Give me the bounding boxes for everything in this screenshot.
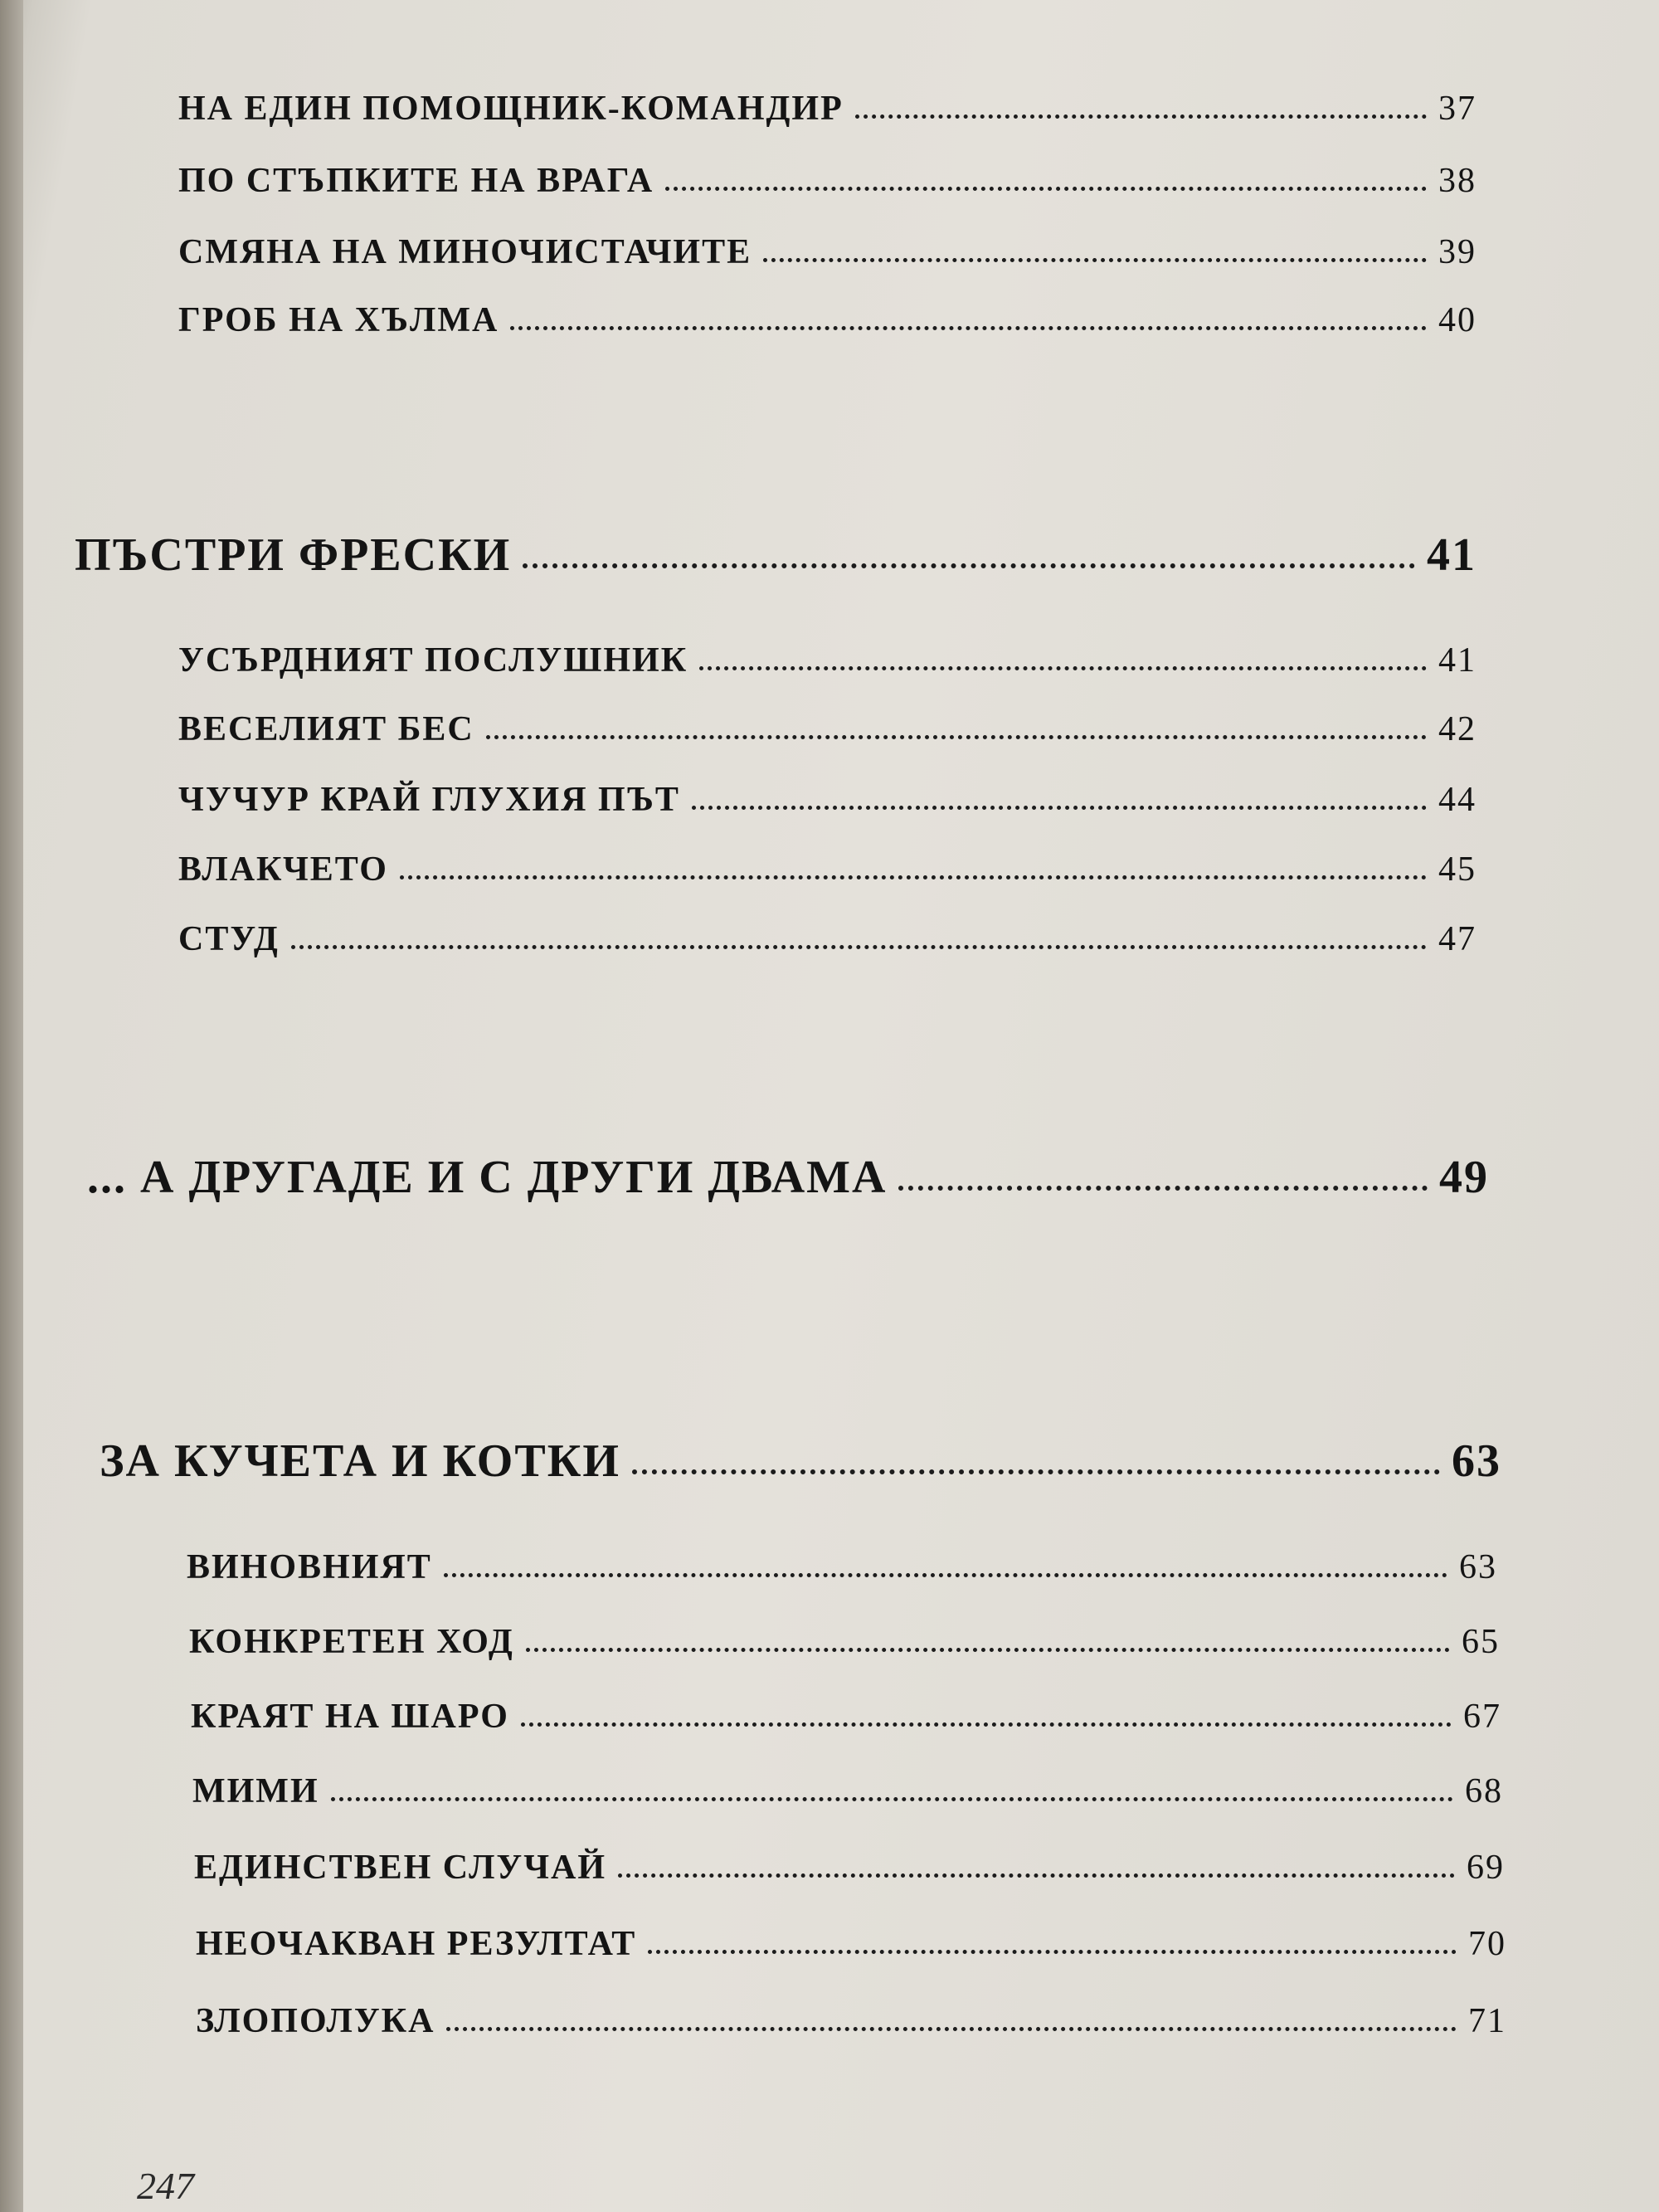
toc-entry-title: МИМИ xyxy=(192,1772,319,1810)
toc-entry[interactable] xyxy=(196,1914,1506,1964)
toc-section-title: ... А ДРУГАДЕ И С ДРУГИ ДВАМА xyxy=(87,1152,888,1203)
toc-entry[interactable] xyxy=(178,79,1477,129)
toc-entry-title: ВЕСЕЛИЯТ БЕС xyxy=(178,710,474,748)
toc-entry[interactable] xyxy=(178,770,1477,820)
dot-leader xyxy=(523,563,1415,568)
toc-entry[interactable] xyxy=(191,1687,1501,1737)
toc-entry-page: 68 xyxy=(1465,1772,1503,1810)
dot-leader xyxy=(632,1469,1440,1474)
toc-entry-page: 45 xyxy=(1438,850,1477,889)
toc-entry-page: 37 xyxy=(1438,90,1477,128)
dot-leader xyxy=(699,665,1427,670)
toc-entry[interactable] xyxy=(194,1838,1505,1888)
dot-leader xyxy=(665,186,1427,191)
dot-leader xyxy=(855,114,1427,119)
toc-section-page: 41 xyxy=(1427,529,1477,581)
toc-entry-title: СМЯНА НА МИНОЧИСТАЧИТЕ xyxy=(178,233,752,271)
toc-entry-page: 63 xyxy=(1459,1548,1497,1586)
toc-section-heading[interactable] xyxy=(87,1141,1489,1204)
toc-entry[interactable] xyxy=(178,631,1477,680)
toc-entry[interactable] xyxy=(196,1991,1506,2041)
toc-entry[interactable] xyxy=(178,151,1477,201)
toc-section-heading[interactable] xyxy=(100,1425,1501,1488)
dot-leader xyxy=(486,734,1427,739)
toc-entry-page: 40 xyxy=(1438,301,1477,339)
dot-leader xyxy=(510,325,1427,330)
toc-entry-page: 71 xyxy=(1468,2002,1506,2040)
toc-entry-title: КРАЯТ НА ШАРО xyxy=(191,1698,509,1736)
dot-leader xyxy=(648,1949,1457,1954)
toc-entry-page: 42 xyxy=(1438,710,1477,748)
toc-entry-title: НА ЕДИН ПОМОЩНИК-КОМАНДИР xyxy=(178,90,844,128)
dot-leader xyxy=(446,2026,1457,2031)
toc-section-heading[interactable] xyxy=(75,519,1477,582)
toc-entry-page: 67 xyxy=(1463,1698,1501,1736)
toc-entry[interactable] xyxy=(178,909,1477,959)
toc-entry-page: 65 xyxy=(1462,1623,1500,1661)
dot-leader xyxy=(400,875,1427,879)
toc-entry-title: ЗЛОПОЛУКА xyxy=(196,2002,435,2040)
toc-entry-page: 47 xyxy=(1438,920,1477,958)
dot-leader xyxy=(618,1873,1455,1878)
toc-entry-title: ЧУЧУР КРАЙ ГЛУХИЯ ПЪТ xyxy=(178,781,680,819)
toc-entry-title: УСЪРДНИЯТ ПОСЛУШНИК xyxy=(178,641,688,680)
toc-entry-page: 69 xyxy=(1467,1849,1505,1887)
toc-entry[interactable] xyxy=(187,1537,1497,1587)
toc-entry-title: ВИНОВНИЯТ xyxy=(187,1548,432,1586)
toc-entry[interactable] xyxy=(192,1761,1503,1811)
toc-entry-page: 70 xyxy=(1468,1925,1506,1963)
toc-entry[interactable] xyxy=(189,1612,1500,1662)
toc-entry-page: 39 xyxy=(1438,233,1477,271)
toc-entry[interactable] xyxy=(178,222,1477,272)
toc-entry[interactable] xyxy=(178,699,1477,749)
dot-leader xyxy=(898,1185,1428,1191)
dot-leader xyxy=(331,1796,1453,1801)
dot-leader xyxy=(521,1722,1452,1727)
toc-entry-title: НЕОЧАКВАН РЕЗУЛТАТ xyxy=(196,1925,637,1963)
toc-entry[interactable] xyxy=(178,840,1477,889)
toc-entry-title: КОНКРЕТЕН ХОД xyxy=(189,1623,514,1661)
toc-entry[interactable] xyxy=(178,290,1477,340)
dot-leader xyxy=(444,1572,1447,1577)
toc-entry-title: ЕДИНСТВЕН СЛУЧАЙ xyxy=(194,1849,607,1887)
toc-section-title: ПЪСТРИ ФРЕСКИ xyxy=(75,529,512,581)
toc-entry-page: 38 xyxy=(1438,162,1477,200)
toc-entry-page: 44 xyxy=(1438,781,1477,819)
toc-entry-title: ВЛАКЧЕТО xyxy=(178,850,388,889)
toc-entry-title: ГРОБ НА ХЪЛМА xyxy=(178,301,499,339)
dot-leader xyxy=(526,1647,1450,1652)
toc-entry-page: 41 xyxy=(1438,641,1477,680)
toc-entry-title: СТУД xyxy=(178,920,280,958)
toc-section-title: ЗА КУЧЕТА И КОТКИ xyxy=(100,1435,620,1487)
dot-leader xyxy=(763,257,1427,262)
toc-entry-title: ПО СТЪПКИТЕ НА ВРАГА xyxy=(178,162,654,200)
toc-section-page: 63 xyxy=(1452,1435,1501,1487)
page-number: 247 xyxy=(137,2165,194,2207)
toc-section-page: 49 xyxy=(1439,1152,1489,1203)
dot-leader xyxy=(692,805,1427,810)
dot-leader xyxy=(291,944,1427,949)
